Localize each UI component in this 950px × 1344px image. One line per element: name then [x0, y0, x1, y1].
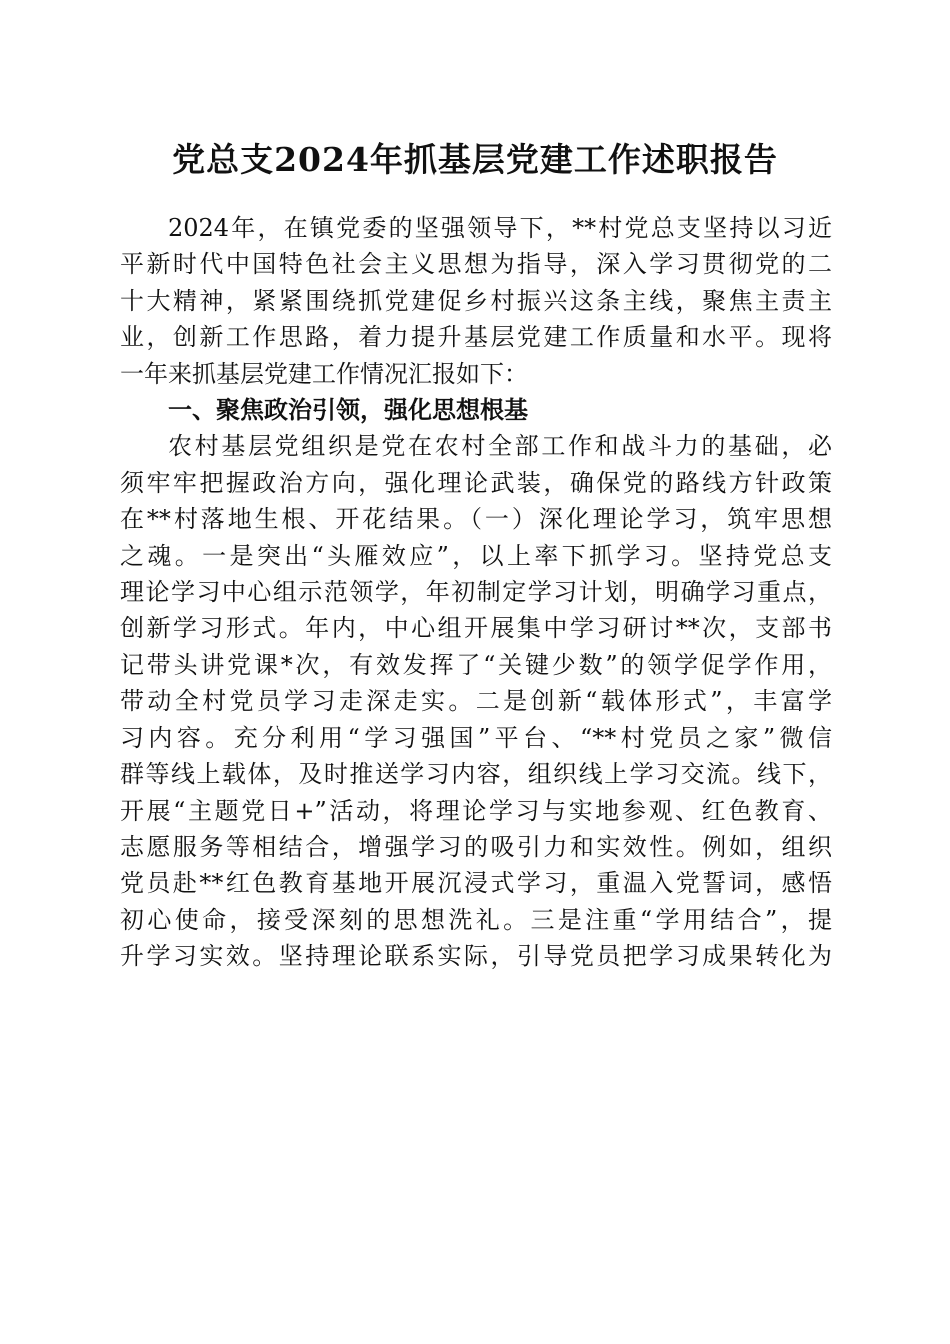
section-line: 党员赴**红色教育基地开展沉浸式学习，重温入党誓词，感悟	[120, 869, 832, 898]
section-line: 初心使命，接受深刻的思想洗礼。三是注重“学用结合”，提	[120, 905, 832, 934]
section-line: 记带头讲党课*次，有效发挥了“关键少数”的领学促学作用，	[120, 650, 832, 679]
section-line: 须牢牢把握政治方向，强化理论武装，确保党的路线方针政策	[120, 468, 832, 497]
intro-line: 业，创新工作思路，着力提升基层党建工作质量和水平。现将	[120, 323, 832, 352]
section-line: 群等线上载体，及时推送学习内容，组织线上学习交流。线下，	[120, 760, 832, 789]
section-line: 升学习实效。坚持理论联系实际，引导党员把学习成果转化为	[120, 942, 832, 971]
section-line: 创新学习形式。年内，中心组开展集中学习研讨**次，支部书	[120, 614, 832, 643]
section-line: 志愿服务等相结合，增强学习的吸引力和实效性。例如，组织	[120, 832, 832, 861]
section-line: 在**村落地生根、开花结果。（一）深化理论学习，筑牢思想	[120, 505, 832, 534]
section-line: 习内容。充分利用“学习强国”平台、“**村党员之家”微信	[120, 723, 832, 752]
section-line: 开展“主题党日+”活动，将理论学习与实地参观、红色教育、	[120, 796, 832, 825]
section-line: 理论学习中心组示范领学，年初制定学习计划，明确学习重点，	[120, 578, 832, 607]
intro-line: 十大精神，紧紧围绕抓党建促乡村振兴这条主线，聚焦主责主	[120, 286, 832, 315]
section-line: 之魂。一是突出“头雁效应”，以上率下抓学习。坚持党总支	[120, 541, 832, 570]
document-body	[120, 210, 832, 975]
intro-line: 一年来抓基层党建工作情况汇报如下：	[120, 359, 528, 388]
intro-line: 平新时代中国特色社会主义思想为指导，深入学习贯彻党的二	[120, 250, 832, 279]
intro-line: 2024年，在镇党委的坚强领导下，**村党总支坚持以习近	[168, 214, 832, 242]
section-line: 农村基层党组织是党在农村全部工作和战斗力的基础，必	[168, 432, 832, 461]
document-title: 党总支2024年抓基层党建工作述职报告	[172, 140, 778, 179]
section-line: 带动全村党员学习走深走实。二是创新“载体形式”，丰富学	[120, 687, 832, 716]
section-heading: 一、聚焦政治引领，强化思想根基	[168, 396, 528, 425]
